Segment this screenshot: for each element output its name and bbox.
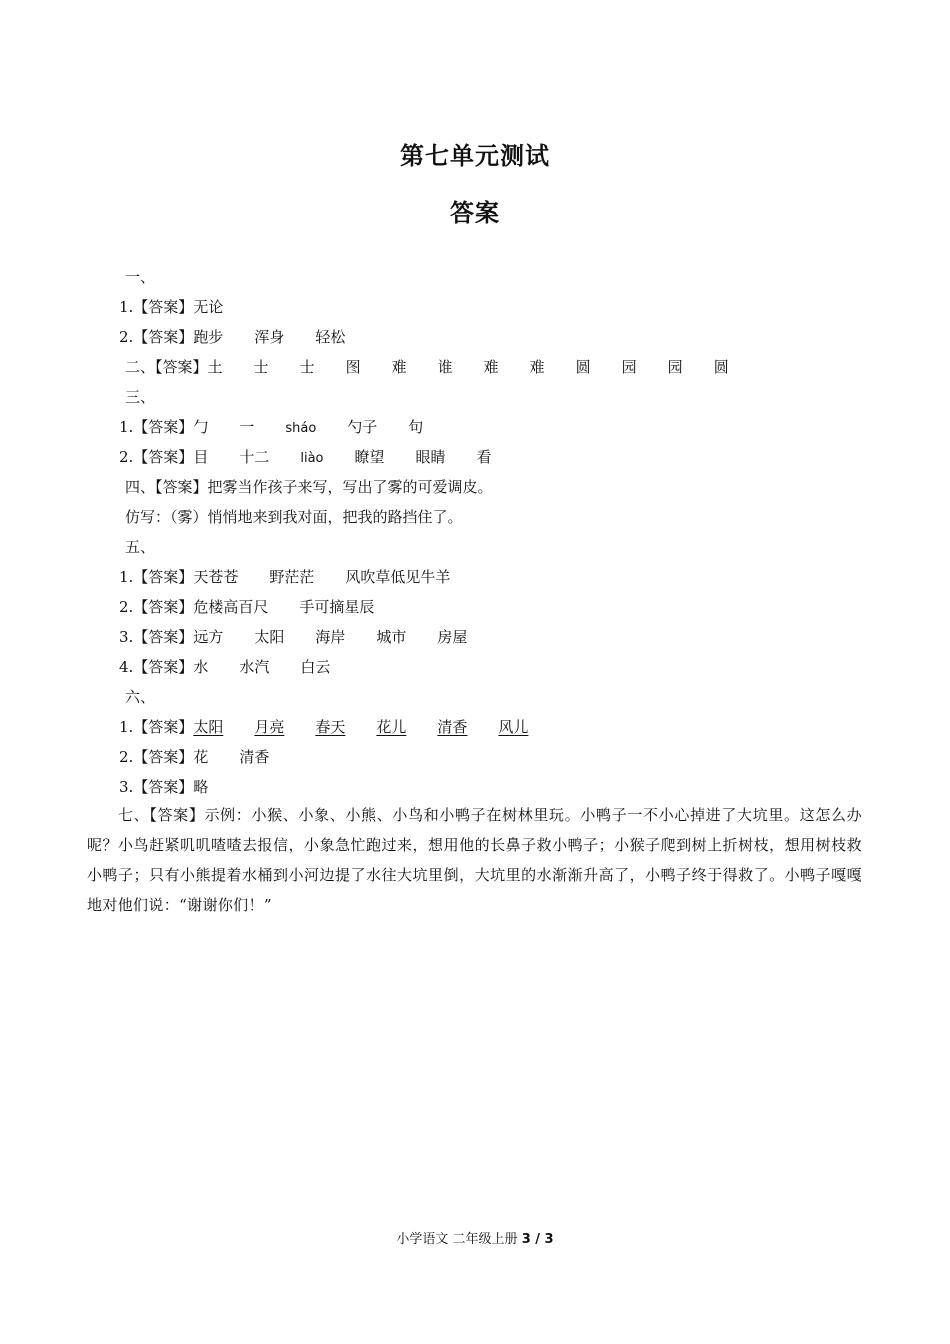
answer-token: 勺子 — [347, 418, 378, 436]
page-footer — [0, 1228, 950, 1247]
answer-token: 瞭望 — [354, 448, 385, 466]
answer-token: 城市 — [376, 628, 407, 646]
answer-token: 难 — [483, 358, 499, 376]
answer-line — [0, 442, 950, 472]
answer-token: 远方 — [193, 628, 224, 646]
answer-label: 四、【答案】 — [125, 478, 208, 496]
answer-token: 手可摘星辰 — [299, 598, 375, 616]
section-seven-paragraph: 七、【答案】示例：小猴、小象、小熊、小鸟和小鸭子在树林里玩。小鸭子一不小心掉进了大坑里。这怎么办呢？小鸟赶紧叽叽喳喳去报信，小象急忙跑过来，想用他的长鼻子救小鸭子；小猴子爬到树上折树枝，想用树枝救小鸭子；只有小熊提着水桶到小河边提了水往大坑里倒，大坑里的水渐渐升高了，小鸭子终于得救了。小鸭子嘎嘎地对他们说：“谢谢你们！” — [87, 806, 862, 914]
answer-token: 清香 — [239, 748, 270, 766]
answer-token: 士 — [299, 358, 315, 376]
answer-token: 眼睛 — [415, 448, 446, 466]
answer-label: 五、 — [125, 538, 156, 556]
answer-token: 勹 — [193, 418, 209, 436]
answer-label: 1.【答案】 — [119, 418, 194, 436]
answer-token: 太阳 — [193, 718, 224, 736]
answer-token: 圆 — [713, 358, 729, 376]
answer-token: 跑步 — [193, 328, 224, 346]
answer-label: 3.【答案】 — [119, 778, 194, 796]
answer-line — [0, 502, 950, 532]
answer-token: 房屋 — [437, 628, 468, 646]
answer-token: 月亮 — [254, 718, 285, 736]
answer-token: 野茫茫 — [269, 568, 315, 586]
answer-line — [0, 262, 950, 292]
answer-token: 海岸 — [315, 628, 346, 646]
answer-token: 花 — [193, 748, 209, 766]
answer-token: 十二 — [239, 448, 270, 466]
answer-label: 六、 — [125, 688, 156, 706]
answer-line — [0, 292, 950, 322]
answer-token: 土 — [207, 358, 223, 376]
answer-token: 花儿 — [376, 718, 407, 736]
answer-line — [0, 592, 950, 622]
answer-label: 三、 — [125, 388, 156, 406]
answer-token: 太阳 — [254, 628, 285, 646]
answer-label: 2.【答案】 — [119, 748, 194, 766]
answer-line — [0, 682, 950, 712]
answer-token: 清香 — [437, 718, 468, 736]
answer-line — [0, 532, 950, 562]
answer-line — [0, 472, 950, 502]
answer-token: 危楼高百尺 — [193, 598, 269, 616]
answer-label: 二、【答案】 — [125, 358, 208, 376]
answer-line — [0, 712, 950, 742]
answer-token: 圆 — [575, 358, 591, 376]
answer-line — [0, 412, 950, 442]
answer-list — [0, 262, 950, 802]
page-number: 3 / 3 — [521, 1232, 554, 1247]
answer-token: 图 — [345, 358, 361, 376]
answer-line — [0, 322, 950, 352]
answer-token: 白云 — [300, 658, 331, 676]
answer-token: 春天 — [315, 718, 346, 736]
answer-label: 3.【答案】 — [119, 628, 194, 646]
answer-line — [0, 742, 950, 772]
answer-line — [0, 772, 950, 802]
answer-token: 风儿 — [498, 718, 529, 736]
answer-label: 1.【答案】 — [119, 568, 194, 586]
answer-token: 看 — [476, 448, 492, 466]
answer-token: 轻松 — [315, 328, 346, 346]
answer-token: 略 — [193, 778, 209, 796]
answer-token: sháo — [285, 421, 317, 436]
answer-token: 句 — [408, 418, 424, 436]
answer-token: 水 — [193, 658, 209, 676]
answer-token: 天苍苍 — [193, 568, 239, 586]
answer-label: 2.【答案】 — [119, 328, 194, 346]
answer-token: 园 — [621, 358, 637, 376]
footer-text: 小学语文 二年级上册 — [396, 1232, 522, 1247]
answer-token: 一 — [239, 418, 255, 436]
answer-label: 一、 — [125, 268, 156, 286]
answer-line — [0, 622, 950, 652]
answer-label: 2.【答案】 — [119, 598, 194, 616]
answer-token: 水汽 — [239, 658, 270, 676]
answer-label: 1.【答案】 — [119, 298, 194, 316]
answer-line — [0, 562, 950, 592]
answer-token: 园 — [667, 358, 683, 376]
answer-label: 1.【答案】 — [119, 718, 194, 736]
page-title: 第七单元测试 — [400, 142, 550, 170]
answer-token: 难 — [391, 358, 407, 376]
answer-token: liào — [300, 451, 324, 466]
page-subtitle: 答案 — [450, 199, 500, 227]
answer-token: 目 — [193, 448, 209, 466]
answer-token: 仿写：（雾）悄悄地来到我对面，把我的路挡住了。 — [125, 508, 463, 526]
answer-token: 士 — [253, 358, 269, 376]
answer-token: 把雾当作孩子来写，写出了雾的可爱调皮。 — [207, 478, 493, 496]
answer-token: 难 — [529, 358, 545, 376]
answer-token: 谁 — [437, 358, 453, 376]
answer-line — [0, 352, 950, 382]
answer-line — [0, 652, 950, 682]
answer-label: 4.【答案】 — [119, 658, 194, 676]
answer-token: 无论 — [193, 298, 224, 316]
answer-token: 风吹草低见牛羊 — [345, 568, 451, 586]
answer-line — [0, 382, 950, 412]
answer-label: 2.【答案】 — [119, 448, 194, 466]
answer-token: 浑身 — [254, 328, 285, 346]
